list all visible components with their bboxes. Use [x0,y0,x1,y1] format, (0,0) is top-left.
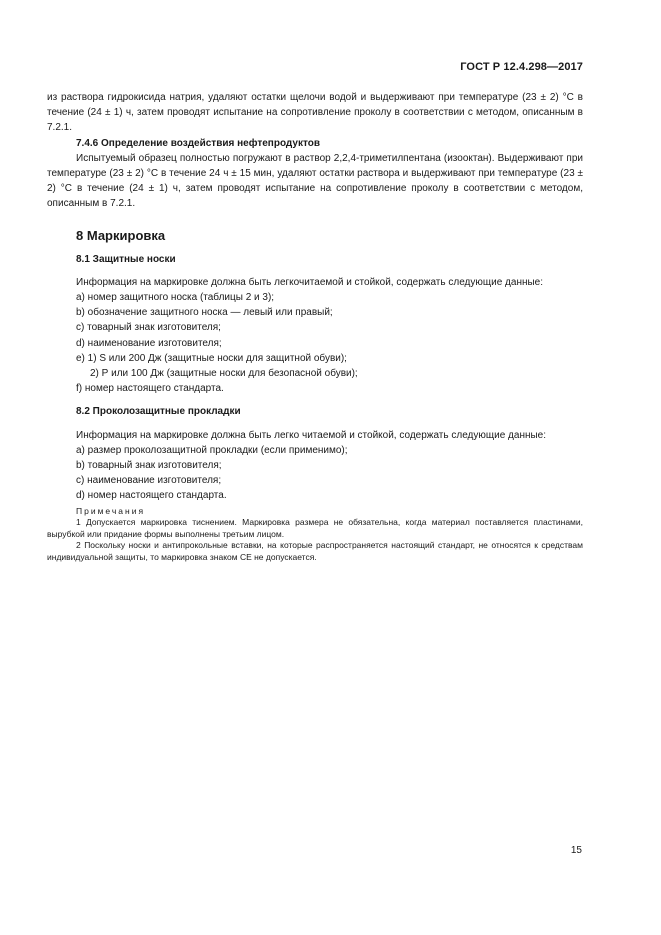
notes-block [47,506,583,564]
list-item: c) товарный знак изготовителя; [76,322,221,334]
list-item: b) обозначение защитного носка — левый или правый; [76,307,333,319]
section-82-title: 8.2 Проколозащитные прокладки [76,406,241,418]
section-8-title: 8 Маркировка [76,227,166,243]
list-item: d) наименование изготовителя; [76,337,222,349]
page-content [47,90,583,563]
page-number: 15 [570,845,582,856]
section-81-title: 8.1 Защитные носки [76,253,176,265]
section-746-title: 7.4.6 Определение воздействия нефтепродуктов [76,137,320,149]
list-item: f) номер настоящего стандарта. [76,383,224,395]
section-746-paragraph: Испытуемый образец полностью погружают в раствор 2,2,4-триметилпентана (изооктан). Выдерживают при температуре (23 ± 2) °С в течение 24 ч ± 15 мин, удаляют остатки раствора и выдерживают при температуре (23 ± 2) °С в течение (24 ± 1) ч, затем проводят испытание на сопротивление проколу в соответствии с методом, описанным в 7.2.1. [47,152,583,210]
list-item: e) 1) S или 200 Дж (защитные носки для защитной обуви); [76,352,347,364]
list-item: b) товарный знак изготовителя; [76,460,222,472]
list-item: a) номер защитного носка (таблицы 2 и 3); [76,292,275,304]
section-81-body [47,275,583,397]
document-code: ГОСТ Р 12.4.298—2017 [460,61,583,73]
note-item: 1 Допускается маркировка тиснением. Маркировка размера не обязательна, когда материал поставляется пластинами, вырубкой или придание формы выполнены третьим лицом. [47,517,583,539]
list-item: d) номер настоящего стандарта. [76,490,227,502]
list-item: 2) Р или 100 Дж (защитные носки для безопасной обуви); [90,368,358,380]
section-82-body [47,428,583,504]
note-item: 2 Поскольку носки и антипрокольные вставки, на которые распространяется настоящий стандарт, не относятся к средствам индивидуальной защиты, то маркировка знаком СЕ не допускается. [47,540,583,562]
list-item: a) размер проколозащитной прокладки (если применимо); [76,444,348,456]
continuation-paragraph: из раствора гидрокисида натрия, удаляют остатки щелочи водой и выдерживают при температуре (23 ± 2) °С в течение (24 ± 1) ч, затем проводят испытание на сопротивление проколу в соответствии с методом, описанным в 7.2.1. [47,92,583,134]
list-item: c) наименование изготовителя; [76,475,222,487]
section-82-intro: Информация на маркировке должна быть легко читаемой и стойкой, содержать следующие данные: [76,429,547,441]
notes-title: Примечания [76,505,146,516]
section-81-intro: Информация на маркировке должна быть легкочитаемой и стойкой, содержать следующие данные: [76,276,544,288]
